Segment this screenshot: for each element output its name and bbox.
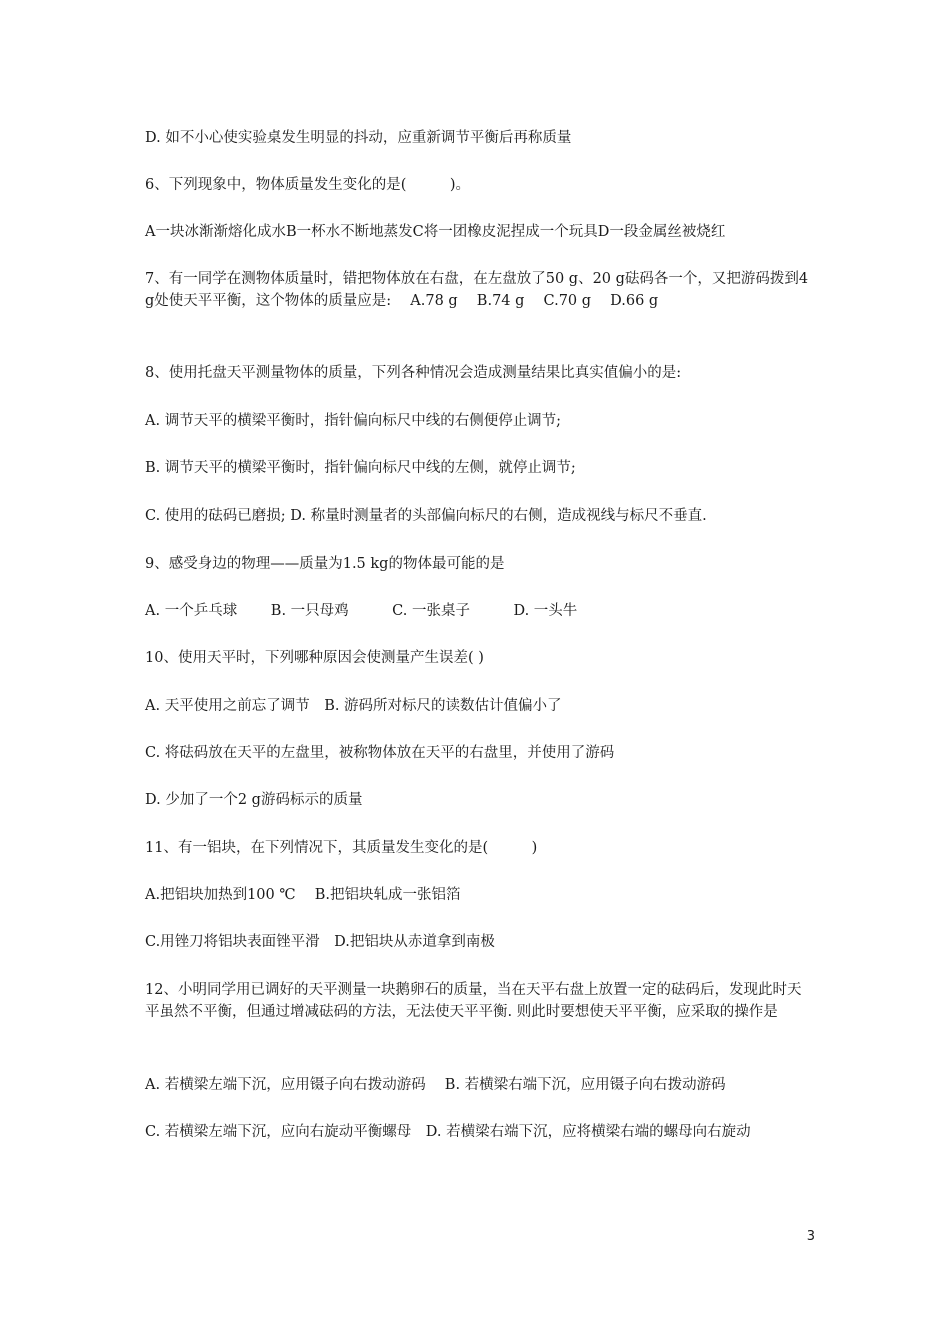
option-11cd: C.用锉刀将铝块表面锉平滑 D.把铝块从赤道拿到南极	[145, 934, 495, 950]
option-10ab: A. 天平使用之前忘了调节 B. 游码所对标尺的读数估计值偏小了	[145, 698, 562, 714]
option-12ab: A. 若横梁左端下沉，应用镊子向右拨动游码 B. 若横梁右端下沉，应用镊子向右拨动游码	[145, 1077, 726, 1093]
option-8b: B. 调节天平的横梁平衡时，指针偏向标尺中线的左侧，就停止调节;	[145, 460, 576, 476]
option-12cd: C. 若横梁左端下沉，应向右旋动平衡螺母 D. 若横梁右端下沉，应将横梁右端的螺母向右旋动	[145, 1124, 751, 1140]
option-10d: D. 少加了一个2 g游码标示的质量	[145, 792, 363, 808]
question-10: 10、使用天平时，下列哪种原因会使测量产生误差( )	[145, 650, 484, 666]
question-9: 9、感受身边的物理——质量为1.5 kg的物体最可能的是	[145, 556, 505, 572]
option-11ab: A.把铝块加热到100 ℃ B.把铝块轧成一张铝箔	[145, 887, 461, 903]
question-7: 7、有一同学在测物体质量时，错把物体放在右盘，在左盘放了50 g、20 g砝码各一个，又把游码拨到4 g处使天平平衡，这个物体的质量应是: A.78 g B.74 g C.70 g D.66 g	[145, 271, 823, 309]
option-5d: D. 如不小心使实验桌发生明显的抖动，应重新调节平衡后再称质量	[145, 130, 572, 146]
options-9: A. 一个乒乓球 B. 一只母鸡 C. 一张桌子 D. 一头牛	[145, 603, 578, 619]
question-12: 12、小明同学用已调好的天平测量一块鹅卵石的质量，当在天平右盘上放置一定的砝码后，发现此时天平虽然不平衡，但通过增减砝码的方法，无法使天平平衡. 则此时要想使天平平衡，应采取的操作是	[145, 982, 802, 1020]
question-8: 8、使用托盘天平测量物体的质量，下列各种情况会造成测量结果比真实值偏小的是:	[145, 365, 682, 381]
question-6: 6、下列现象中，物体质量发生变化的是( )。	[145, 177, 471, 193]
question-11: 11、有一铝块，在下列情况下，其质量发生变化的是( )	[145, 840, 538, 856]
option-8cd: C. 使用的砝码已磨损; D. 称量时测量者的头部偏向标尺的右侧，造成视线与标尺不垂直.	[145, 508, 707, 524]
option-10c: C. 将砝码放在天平的左盘里，被称物体放在天平的右盘里，并使用了游码	[145, 745, 615, 761]
options-6: A一块冰渐渐熔化成水B一杯水不断地蒸发C将一团橡皮泥捏成一个玩具D一段金属丝被烧红	[145, 224, 726, 240]
option-8a: A. 调节天平的横梁平衡时，指针偏向标尺中线的右侧便停止调节;	[145, 413, 562, 429]
page-number: 3	[806, 1229, 815, 1244]
